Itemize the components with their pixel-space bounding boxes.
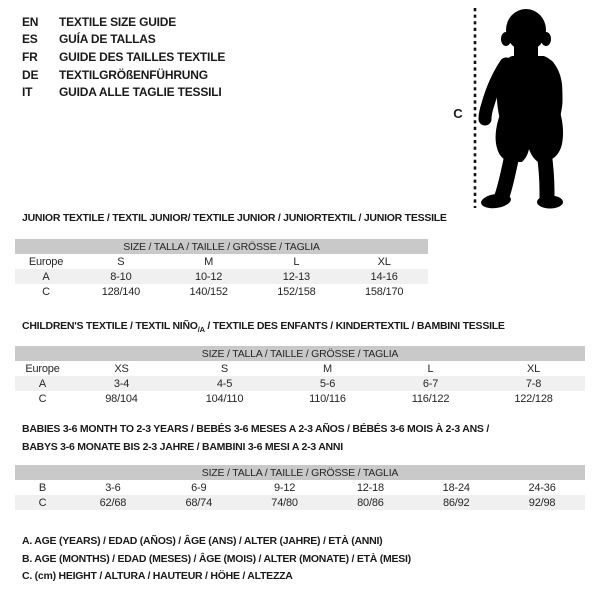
language-row-fr bbox=[22, 48, 225, 66]
size-cell: 122/128 bbox=[514, 392, 553, 405]
size-cell: 74/80 bbox=[271, 496, 298, 509]
size-cell: 4-5 bbox=[216, 377, 233, 390]
size-cell: 152/158 bbox=[277, 285, 316, 298]
size-cell: XL bbox=[377, 255, 391, 268]
size-cell: S bbox=[220, 362, 229, 375]
size-cell: 3-6 bbox=[105, 481, 121, 494]
size-cell: 12-18 bbox=[356, 481, 384, 494]
baby-leg-right bbox=[544, 152, 547, 197]
language-list bbox=[22, 13, 225, 101]
language-code: DE bbox=[22, 67, 39, 82]
size-cell: S bbox=[117, 255, 125, 268]
row-label: A bbox=[42, 270, 50, 283]
row-label: Europe bbox=[25, 362, 60, 375]
children-title-part1: CHILDREN'S TEXTILE / TEXTIL NIÑO bbox=[22, 320, 198, 332]
size-cell: 104/110 bbox=[205, 392, 244, 405]
size-cell: 5-6 bbox=[319, 377, 336, 390]
language-title: GUÍA DE TALLAS bbox=[59, 32, 156, 47]
table-row bbox=[15, 254, 428, 269]
size-cell: 116/122 bbox=[411, 392, 450, 405]
size-header-row bbox=[15, 465, 585, 480]
size-cell: 3-4 bbox=[113, 377, 130, 390]
size-cell: 62/68 bbox=[99, 496, 127, 509]
legend-notes bbox=[22, 533, 411, 586]
junior-table-title: JUNIOR TEXTILE / TEXTIL JUNIOR/ TEXTILE JUNIOR / JUNIORTEXTIL / JUNIOR TESSILE bbox=[22, 212, 447, 224]
size-cell: 128/140 bbox=[101, 285, 141, 298]
size-header: SIZE / TALLA / TAILLE / GRÖSSE / TAGLIA bbox=[15, 346, 585, 361]
table-row bbox=[15, 269, 428, 284]
baby-arm-right bbox=[548, 66, 556, 113]
note-height-cm: C. (cm) HEIGHT / ALTURA / HAUTEUR / HÖHE / ALTEZZA bbox=[22, 570, 293, 583]
size-cell: 18-24 bbox=[442, 481, 470, 494]
language-code: EN bbox=[22, 14, 39, 29]
size-cell: 6-7 bbox=[422, 377, 439, 390]
table-row bbox=[15, 284, 428, 299]
table-row bbox=[15, 361, 585, 376]
size-cell: L bbox=[293, 255, 300, 268]
size-cell: 140/152 bbox=[189, 285, 228, 298]
row-label: C bbox=[38, 392, 47, 405]
table-row bbox=[15, 376, 585, 391]
size-cell: M bbox=[204, 255, 214, 268]
size-header: SIZE / TALLA / TAILLE / GRÖSSE / TAGLIA bbox=[15, 465, 585, 480]
table-row bbox=[15, 480, 585, 495]
size-cell: 110/116 bbox=[309, 392, 346, 405]
height-measure-label: C bbox=[453, 106, 463, 121]
language-row-de bbox=[22, 66, 225, 84]
language-code: FR bbox=[22, 49, 38, 64]
size-cell: 9-12 bbox=[273, 481, 296, 494]
babies-size-table bbox=[15, 465, 585, 510]
note-age-months: B. AGE (MONTHS) / EDAD (MESES) / ÂGE (MOIS) / ALTER (MONATE) / ETÀ (MESI) bbox=[22, 552, 411, 565]
size-cell: 80/86 bbox=[357, 496, 384, 509]
row-label: C bbox=[38, 496, 47, 509]
size-cell: 158/170 bbox=[364, 285, 404, 298]
size-cell: 10-12 bbox=[195, 270, 223, 283]
table-row bbox=[15, 495, 585, 510]
language-row-es bbox=[22, 31, 225, 49]
size-header-row bbox=[15, 346, 585, 361]
row-label: Europe bbox=[28, 255, 64, 268]
size-header: SIZE / TALLA / TAILLE / GRÖSSE / TAGLIA bbox=[15, 239, 428, 254]
size-cell: 12-13 bbox=[282, 270, 310, 283]
size-cell: 86/92 bbox=[442, 496, 470, 509]
language-title: GUIDA ALLE TAGLIE TESSILI bbox=[59, 85, 222, 100]
size-header-row bbox=[15, 239, 428, 254]
size-cell: L bbox=[427, 362, 434, 375]
language-title: TEXTILE SIZE GUIDE bbox=[59, 14, 177, 29]
babies-title-line2: BABYS 3-6 MONATE BIS 2-3 JAHRE / BAMBINI 3-6 MESI A 2-3 ANNI bbox=[22, 440, 343, 453]
size-cell: 24-36 bbox=[528, 481, 556, 494]
children-size-table bbox=[15, 346, 585, 406]
size-cell: M bbox=[323, 362, 332, 375]
language-code: IT bbox=[22, 85, 33, 100]
size-cell: 8-10 bbox=[110, 270, 132, 283]
children-title-part2: / TEXTILE DES ENFANTS / KINDERTEXTIL / BAMBINI TESSILE bbox=[204, 320, 505, 332]
language-title: TEXTILGRÖßENFÜHRUNG bbox=[59, 67, 208, 82]
row-label: A bbox=[38, 377, 47, 390]
size-cell: 68/74 bbox=[185, 496, 212, 509]
language-row-it bbox=[22, 83, 225, 101]
note-age-years: A. AGE (YEARS) / EDAD (AÑOS) / ÂGE (ANS) / ALTER (JAHRE) / ETÀ (ANNI) bbox=[22, 535, 383, 547]
size-cell: XS bbox=[114, 362, 129, 375]
size-cell: XL bbox=[526, 362, 541, 375]
size-cell: 92/98 bbox=[528, 496, 556, 509]
children-table-title bbox=[22, 320, 505, 334]
size-cell: 7-8 bbox=[525, 377, 542, 390]
language-row-en bbox=[22, 13, 225, 31]
children-title-subscript: /A bbox=[197, 325, 205, 335]
row-label: C bbox=[42, 285, 50, 298]
size-cell: 6-9 bbox=[191, 481, 207, 494]
table-row bbox=[15, 391, 585, 406]
language-title: GUIDE DES TAILLES TEXTILE bbox=[59, 49, 226, 64]
junior-size-table bbox=[15, 239, 428, 299]
babies-title-line1: BABIES 3-6 MONTH TO 2-3 YEARS / BEBÉS 3-6 MESES A 2-3 AÑOS / BÉBÉS 3-6 MOIS À 2-3 ANS / bbox=[22, 423, 490, 435]
size-cell: 98/104 bbox=[105, 392, 138, 405]
language-code: ES bbox=[22, 32, 38, 47]
babies-table-title bbox=[22, 421, 489, 456]
size-cell: 14-16 bbox=[370, 270, 398, 283]
baby-foot-right bbox=[537, 196, 563, 209]
row-label: B bbox=[38, 481, 47, 494]
